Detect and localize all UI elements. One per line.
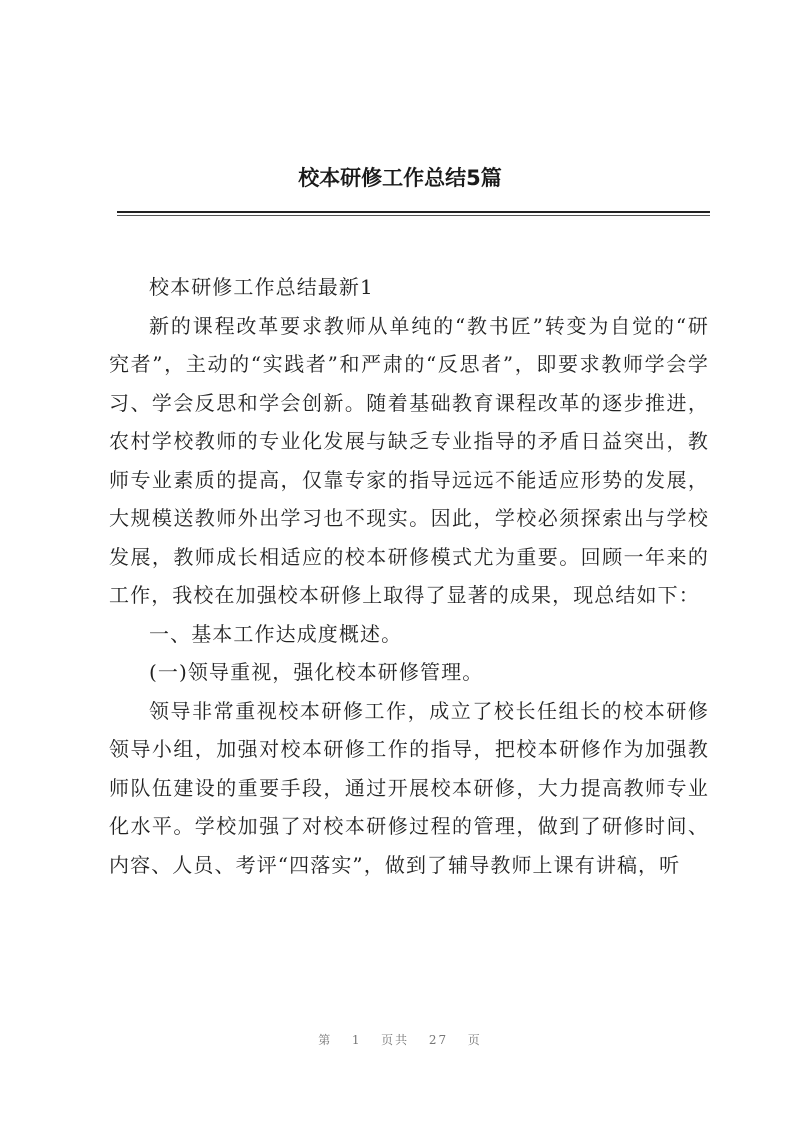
- section-heading: 校本研修工作总结最新1: [149, 275, 374, 299]
- footer-page-suffix: 页: [467, 1033, 482, 1047]
- footer-total-pages: 27: [428, 1033, 449, 1047]
- title-underline-thin: [117, 215, 710, 216]
- heading-level-1: 一、基本工作达成度概述。: [149, 621, 403, 646]
- document-body: [109, 268, 709, 884]
- footer-page-number: 1: [351, 1033, 362, 1047]
- footer-page-prefix: 第: [318, 1033, 333, 1047]
- paragraph-intro: 新的课程改革要求教师从单纯的“教书匠”转变为自觉的“研究者”，主动的“实践者”和严肃的“反思者”，即要求教师学会学习、学会反思和学会创新。随着基础教育课程改革的逐步推进，农村学校教师的专业化发展与缺乏专业指导的矛盾日益突出，教师专业素质的提高，仅靠专家的指导远远不能适应形势的发展，大规模送教师外出学习也不现实。因此，学校必须探索出与学校发展，教师成长相适应的校本研修模式尤为重要。回顾一年来的工作，我校在加强校本研修上取得了显著的成果，现总结如下：: [109, 313, 709, 607]
- paragraph-leadership: 领导非常重视校本研修工作，成立了校长任组长的校本研修领导小组，加强对校本研修工作的指导，把校本研修作为加强教师队伍建设的重要手段，通过开展校本研修，大力提高教师专业化水平。学校加强了对校本研修过程的管理，做到了研修时间、内容、人员、考评“四落实”，做到了辅导教师上课有讲稿，听: [109, 698, 709, 877]
- heading-level-2: (一)领导重视，强化校本研修管理。: [149, 660, 484, 684]
- page-footer: [0, 1032, 800, 1048]
- footer-page-middle: 页共: [381, 1033, 410, 1047]
- title-underline: [117, 211, 710, 213]
- document-title: 校本研修工作总结5篇: [298, 166, 502, 190]
